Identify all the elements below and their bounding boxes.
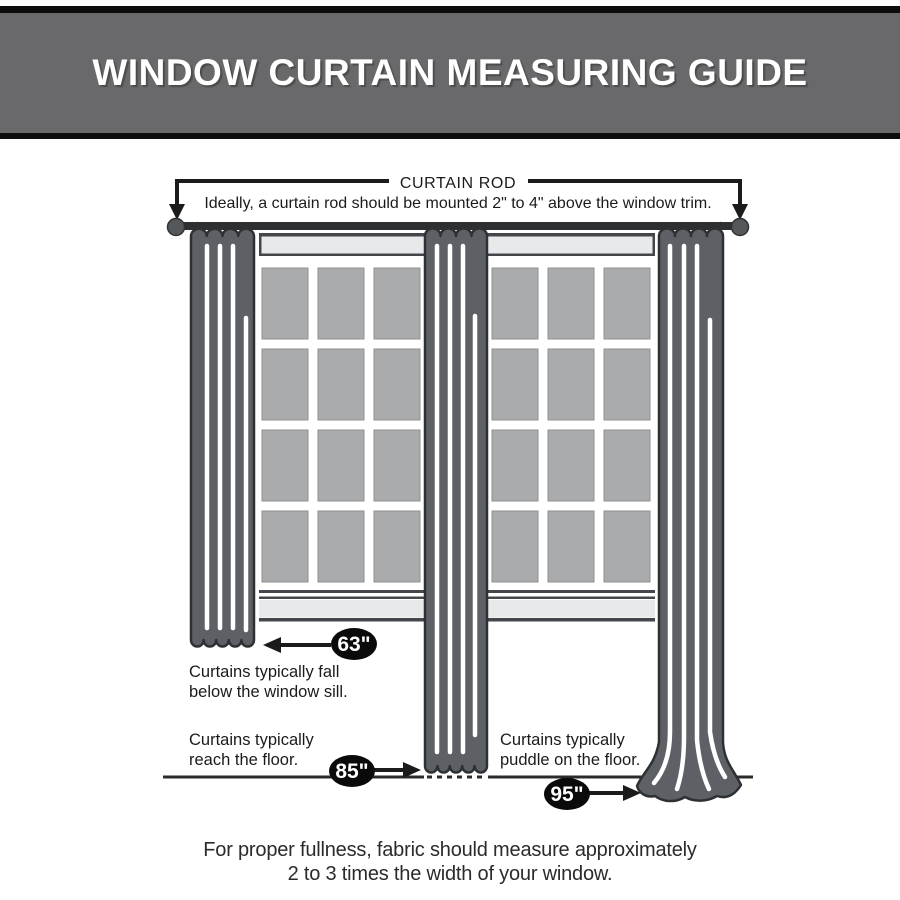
footer-line2: 2 to 3 times the width of your window. [287,863,613,885]
puddle-note-line2: puddle on the floor. [500,751,641,769]
sill-note-line2: below the window sill. [189,683,348,701]
footer-line1: For proper fullness, fabric should measure approximately [203,839,697,861]
down-arrow-right-icon [732,204,748,220]
length-value-63: 63" [337,633,371,656]
footer-note [0,838,900,886]
floor-note-line1: Curtains typically [189,731,314,749]
down-arrow-left-icon [169,204,185,220]
left-arrow-icon [263,637,281,653]
curtain-rod-description: Ideally, a curtain rod should be mounted 2" to 4" above the window trim. [204,195,712,212]
length-value-85: 85" [335,760,369,783]
rod-finial-right [732,219,749,236]
floor-note-line2: reach the floor. [189,751,299,769]
window-head-cap-left [259,233,262,256]
curtain-rod-label: CURTAIN ROD [399,175,517,192]
length-95-annotation [500,731,641,810]
rod-finial-left [168,219,185,236]
sill-note-line1: Curtains typically fall [189,663,340,681]
puddle-note-line1: Curtains typically [500,731,625,749]
left-curtain-panel [191,229,254,647]
right-curtain-panel [637,229,741,802]
window-head-cap-right [653,233,656,256]
middle-curtain-panel [425,229,487,773]
page-title: WINDOW CURTAIN MEASURING GUIDE [92,52,808,93]
length-value-95: 95" [550,783,584,806]
length-85-annotation [189,731,421,787]
curtain-rod-callout [169,175,748,220]
